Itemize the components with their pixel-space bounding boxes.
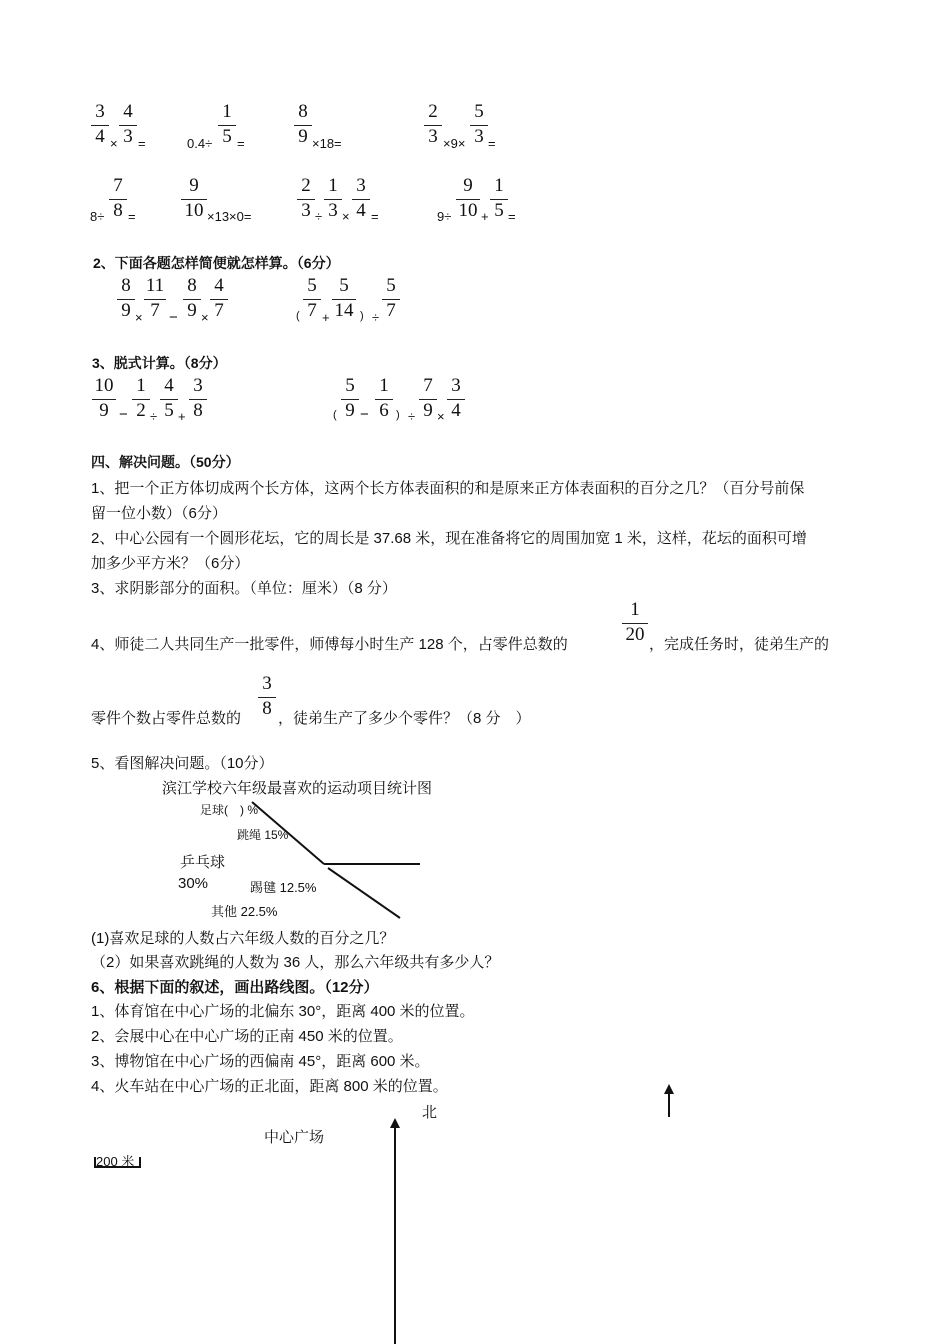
operator: − [119, 406, 128, 423]
operator: + [178, 409, 186, 424]
prefix: 9÷ [437, 209, 452, 224]
fraction: 10 9 [91, 376, 117, 423]
north-south-axis [390, 1118, 400, 1344]
suffix: ×13×0= [207, 209, 252, 224]
label-pingpong: 乒乓球 [180, 854, 226, 871]
fraction: 3 8 [257, 674, 277, 721]
operator: ÷ [315, 209, 323, 224]
operator: × [110, 136, 118, 151]
fraction: 8 9 [293, 102, 313, 149]
fraction: 5 7 [381, 276, 401, 323]
fraction: 3 4 [446, 376, 466, 423]
fraction: 11 7 [145, 275, 165, 321]
fraction: 9 10 [455, 176, 481, 223]
fraction: 3 4 [90, 102, 110, 149]
fraction: 8 9 [182, 276, 202, 323]
fraction: 1 2 [131, 376, 151, 423]
scale-label: 200 米 [96, 1154, 135, 1169]
operator: ×9× [443, 136, 466, 151]
center-square-label: 中心广场 [264, 1129, 325, 1146]
fraction: 5 3 [469, 102, 489, 149]
fraction: 7 8 [108, 176, 128, 223]
label-football: 足球( ) % [200, 803, 258, 817]
prefix: 8÷ [90, 209, 105, 224]
fraction: 3 4 [351, 176, 371, 223]
fraction: 3 8 [188, 376, 208, 423]
fraction: 8 9 [116, 276, 136, 323]
s5-q2: （2）如果喜欢跳绳的人数为 36 人，那么六年级共有多少人？ [91, 954, 500, 971]
q4-line-d: ，徒弟生产了多少个零件？（8 分 ） [278, 710, 531, 727]
operator: − [169, 309, 178, 326]
q4-line-c: 零件个数占零件总数的 [91, 710, 242, 727]
q2-line-b: 加多少平方米？（6分） [91, 555, 250, 572]
operator: ÷ [150, 409, 158, 424]
equals: = [371, 209, 379, 224]
paren: ) [360, 310, 364, 322]
s6-line-2: 2、会展中心在中心广场的正南 450 米的位置。 [91, 1028, 403, 1045]
operator: − [360, 406, 369, 423]
fraction: 2 3 [296, 176, 316, 223]
s6-line-3: 3、博物馆在中心广场的西偏南 45°，距离 600 米。 [91, 1053, 430, 1070]
fraction: 4 5 [159, 376, 179, 423]
section-4-title: 四、解决问题。（50分） [91, 454, 240, 470]
fraction: 1 3 [323, 176, 343, 223]
section-2-title: 2、下面各题怎样简便就怎样算。（6分） [93, 255, 340, 271]
section-3-title: 3、脱式计算。（8分） [92, 355, 227, 371]
section-6-title: 6、根据下面的叙述，画出路线图。（12分） [91, 979, 379, 996]
operator: ÷ [372, 310, 380, 325]
equals: = [508, 209, 516, 224]
operator: × [135, 310, 143, 325]
s6-line-4: 4、火车站在中心广场的正北面，距离 800 米的位置。 [91, 1078, 448, 1095]
fraction: 1 5 [489, 176, 509, 223]
fraction: 1 6 [374, 376, 394, 423]
operator: × [437, 409, 445, 424]
q1-line-b: 留一位小数）（6分） [91, 505, 227, 522]
fraction: 1 20 [621, 600, 649, 647]
north-label: 北 [422, 1104, 438, 1121]
paren: ( [296, 310, 300, 322]
equals: = [488, 136, 496, 151]
operator: ÷ [408, 409, 416, 424]
paren: ) [396, 409, 400, 421]
q3-line: 3、求阴影部分的面积。（单位：厘米）（8 分） [91, 580, 397, 597]
fraction: 4 7 [209, 276, 229, 323]
s5-q1: (1)喜欢足球的人数占六年级人数的百分之几？ [91, 930, 395, 947]
paren: ( [333, 409, 337, 421]
q4-line-a: 4、师徒二人共同生产一批零件，师傅每小时生产 128 个，占零件总数的 [91, 636, 568, 653]
equals: = [138, 136, 146, 151]
label-shuttlecock: 踢毽 12.5% [250, 880, 317, 895]
fraction: 9 10 [180, 176, 208, 223]
q2-line-a: 2、中心公园有一个圆形花坛，它的周长是 37.68 米，现在准备将它的周围加宽 1 米，这样，花坛的面积可增 [91, 530, 807, 547]
s6-line-1: 1、体育馆在中心广场的北偏东 30°，距离 400 米的位置。 [91, 1003, 475, 1020]
operator: + [481, 209, 489, 224]
label-other: 其他 22.5% [211, 904, 278, 919]
operator: × [342, 209, 350, 224]
chart-title: 滨江学校六年级最喜欢的运动项目统计图 [162, 780, 433, 797]
operator: × [201, 310, 209, 325]
q4-line-b: ，完成任务时，徒弟生产的 [649, 636, 830, 653]
fraction: 5 9 [340, 376, 360, 423]
section-5-title: 5、看图解决问题。（10分） [91, 755, 274, 772]
north-arrow-icon [664, 1084, 674, 1117]
label-rope: 跳绳 15% [237, 828, 289, 842]
fraction: 7 9 [418, 376, 438, 423]
prefix: 0.4÷ [187, 136, 213, 151]
operator: + [322, 310, 330, 325]
fraction: 5 7 [302, 276, 322, 323]
fraction: 4 3 [118, 102, 138, 149]
fraction: 1 5 [217, 102, 237, 149]
fraction: 5 14 [331, 276, 357, 323]
equals: = [237, 136, 245, 151]
equals: = [128, 209, 136, 224]
q1-line-a: 1、把一个正方体切成两个长方体，这两个长方体表面积的和是原来正方体表面积的百分之几？（百分号前保 [91, 480, 805, 497]
suffix: ×18= [312, 136, 342, 151]
label-pingpong-pct: 30% [178, 875, 209, 892]
fraction: 2 3 [423, 102, 443, 149]
